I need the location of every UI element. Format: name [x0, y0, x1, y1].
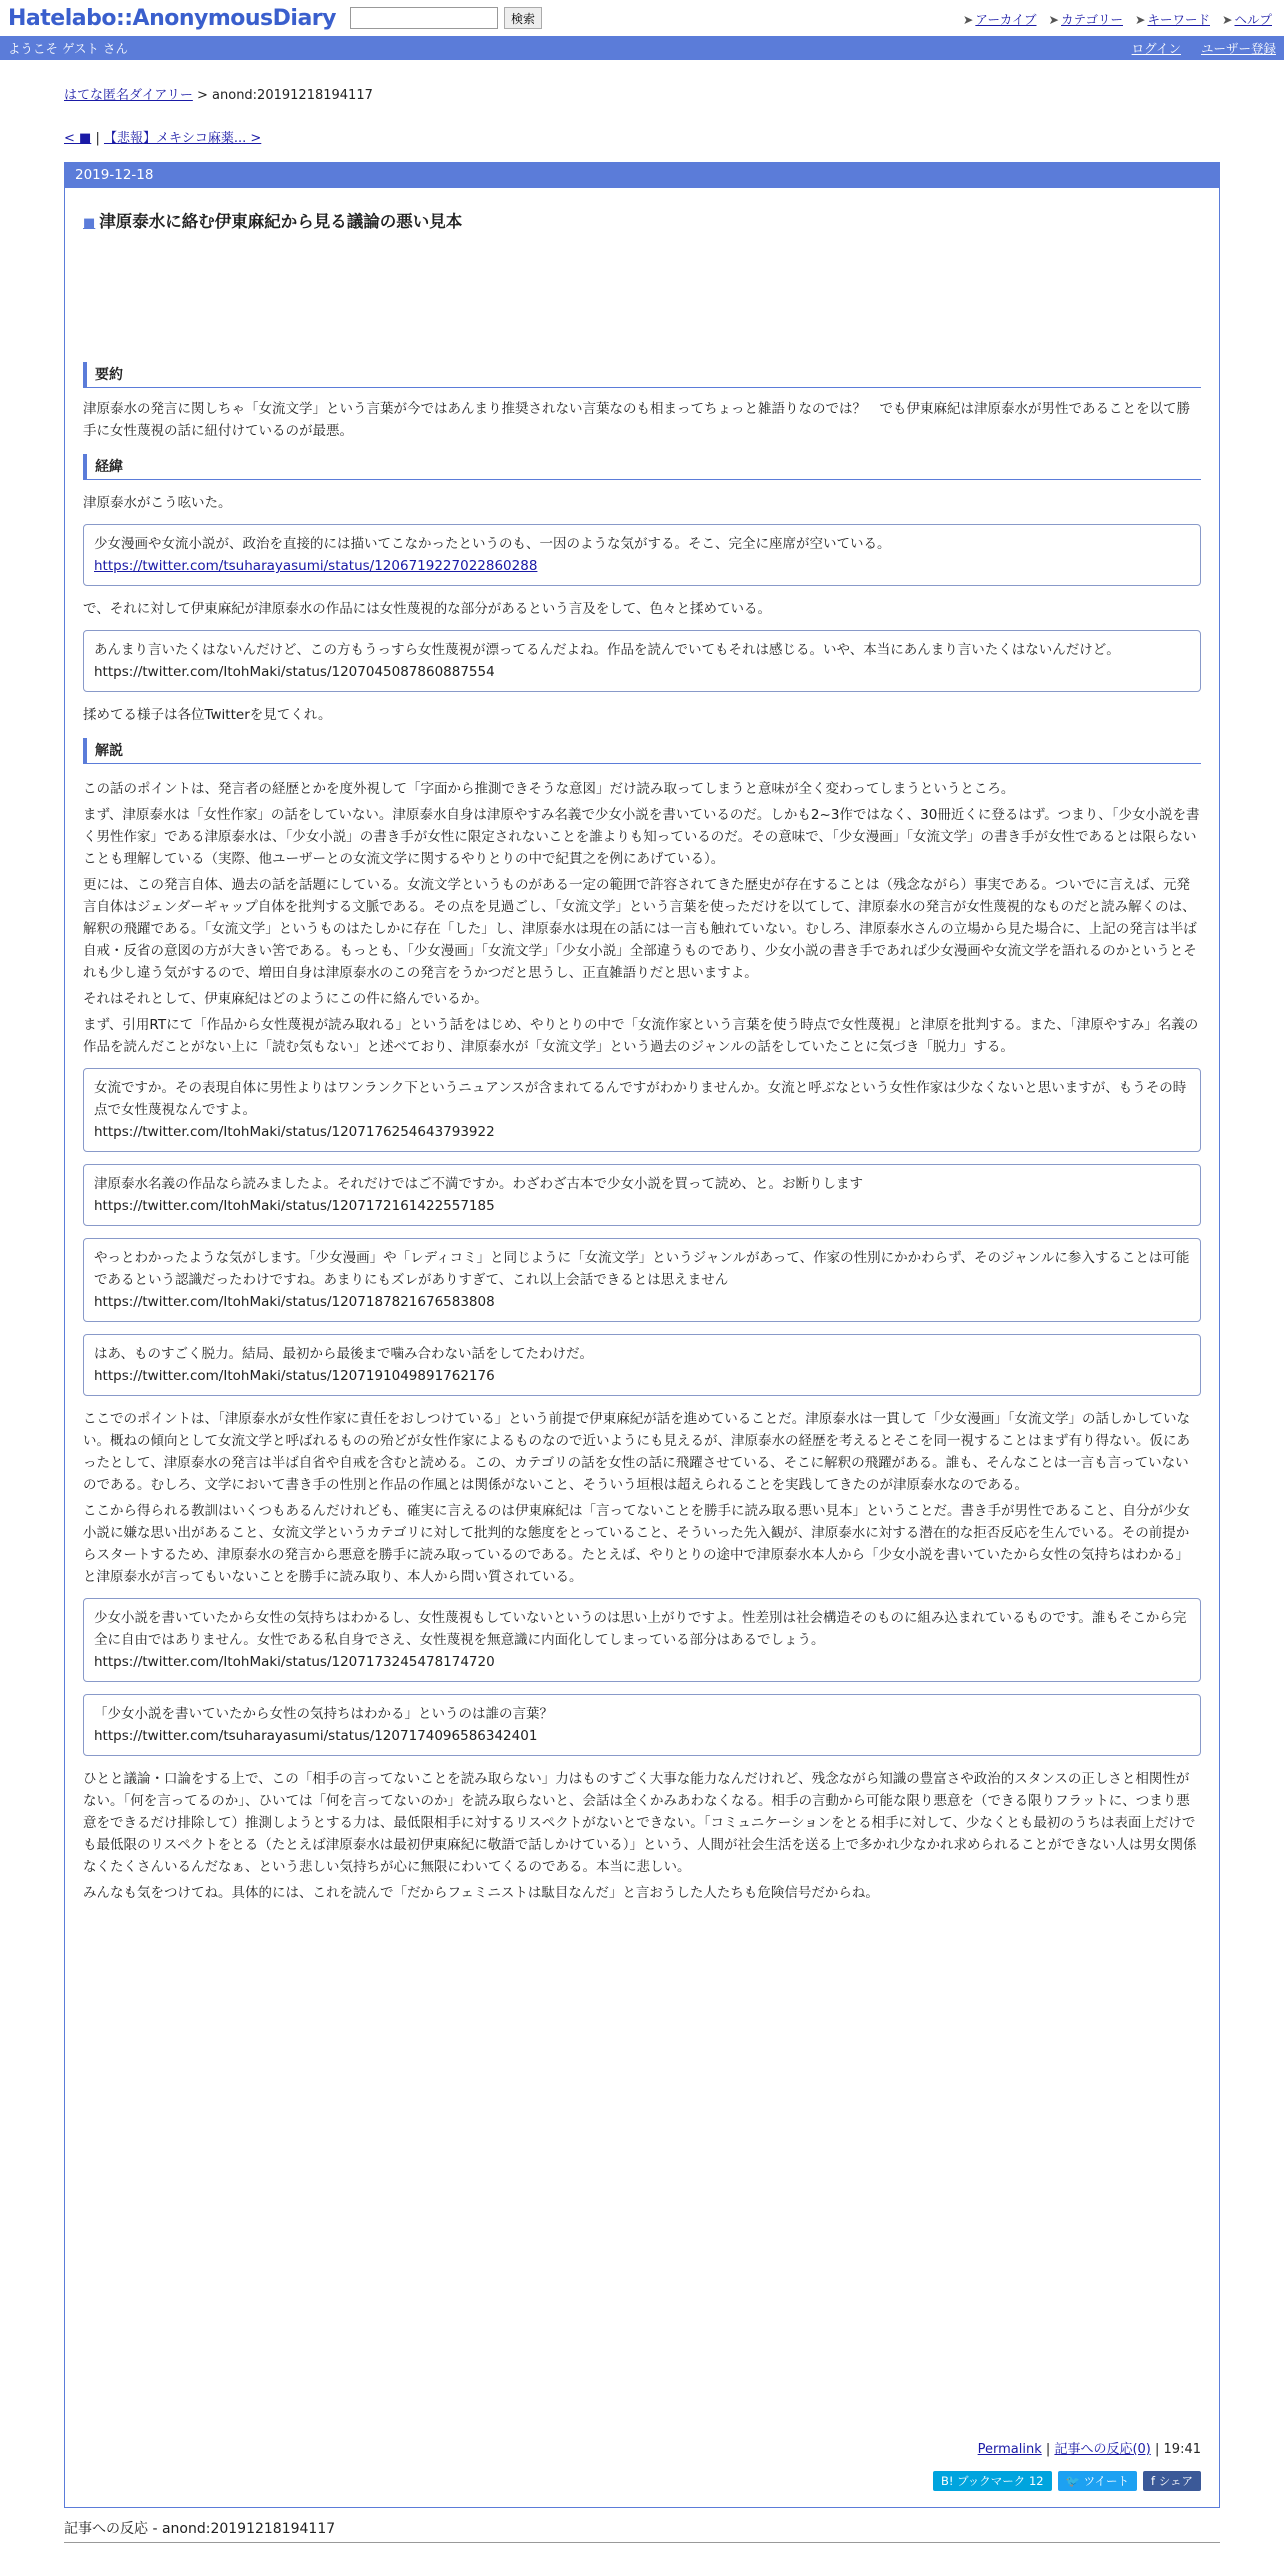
section-heading-background: 経緯: [83, 454, 1201, 480]
tweet-quote: [83, 1598, 1201, 1682]
tweet-quote: [83, 1238, 1201, 1322]
tweet-button-label: ツイート: [1083, 2474, 1129, 2488]
login-link[interactable]: ログイン: [1131, 41, 1181, 56]
section-heading-analysis: 解説: [83, 738, 1201, 764]
breadcrumb-current: anond:20191218194117: [212, 88, 373, 103]
tweet-quote: [83, 1694, 1201, 1756]
tweet-url-text: https://twitter.com/ItohMaki/status/1207191049891762176: [94, 1368, 495, 1384]
paragraph: それはそれとして、伊東麻紀はどのようにこの件に絡んでいるか。: [83, 991, 488, 1007]
share-buttons: [933, 2471, 1201, 2491]
entry-date: 2019-12-18: [65, 163, 1219, 188]
tweet-link[interactable]: https://twitter.com/tsuharayasumi/status/1206719227022860288: [94, 558, 538, 574]
arrow-icon: ➤: [1222, 12, 1233, 27]
footer-separator: |: [1045, 2442, 1051, 2457]
register-link[interactable]: ユーザー登録: [1200, 41, 1276, 56]
paragraph: まず、引用RTにて「作品から女性蔑視が読み取れる」という話をはじめ、やりとりの中で「女流作家という言葉を使う時点で女性蔑視」と津原を批判する。また、「津原やすみ」名義の作品を読んだことがない上に「読む気もない」と述べており、津原泰水が「女流文学」という過去のジャンルの話をしていたことに気づき「脱力」する。: [83, 1017, 1199, 1055]
nav-category[interactable]: カテゴリー: [1060, 12, 1123, 27]
search-input[interactable]: [350, 7, 498, 29]
twitter-bird-icon: 🐦: [1065, 2474, 1084, 2488]
paragraph: ここでのポイントは、「津原泰水が女性作家に責任をおしつけている」という前提で伊東麻紀が話を進めていることだ。津原泰水は一貫して「少女漫画」「女流文学」の話しかしていない。概ねの傾向として女流文学と呼ばれるものの殆どが女性作家によるものなので近いようにも見えるが、津原泰水の経歴を考えるとそこを同一視することはまず有り得ない。仮にあったとして、津原泰水の発言は半ば自省や自戒を含むと読める。この、カテゴリの話を女性の話に飛躍させている、そこに解釈の飛躍がある。誰も、そんなことは一言も言っていないのである。むしろ、文学において書き手の性別と作品の作風とは関係がないこと、そういう垣根は超えられることを実践してきたのが津原泰水なのである。: [83, 1411, 1190, 1493]
tweet-url-text: https://twitter.com/tsuharayasumi/status/1207174096586342401: [94, 1728, 538, 1744]
quote-text: 女流ですか。その表現自体に男性よりはワンランク下というニュアンスが含まれてるんですがわかりませんか。女流と呼ぶなという女性作家は少なくないと思いますが、もうその時点で女性蔑視なんですよ。: [94, 1080, 1187, 1118]
nav-archive[interactable]: アーカイブ: [975, 12, 1037, 27]
reactions-heading: 記事への反応 - anond:20191218194117: [64, 2518, 1220, 2543]
paragraph: まず、津原泰水は「女性作家」の話をしていない。津原泰水自身は津原やすみ名義で少女小説を書いているのだ。しかも2~3作ではなく、30冊近くに登るはず。つまり、「少女小説を書く男性作家」である津原泰水は、「少女小説」の書き手が女性に限定されないことを誰よりも知っているのだ。その意味で、「少女漫画」「女流文学」の書き手が女性であるとは限らないことも理解している（実際、他ユーザーとの女流文学に関するやりとりの中で紀貫之を例にあげている）。: [83, 807, 1200, 867]
tweet-quote: [83, 524, 1201, 586]
site-logo[interactable]: Hatelabo::AnonymousDiary: [8, 5, 336, 31]
permalink[interactable]: Permalink: [977, 2442, 1042, 2457]
entry-footer: [978, 2438, 1201, 2457]
paragraph: 津原泰水がこう呟いた。: [83, 495, 232, 511]
arrow-icon: ➤: [1048, 12, 1059, 27]
next-entry-link[interactable]: 【悲報】メキシコ麻薬... >: [103, 131, 262, 146]
tweet-url-text: https://twitter.com/ItohMaki/status/1207176254643793922: [94, 1124, 495, 1140]
welcome-text: ようこそ ゲスト さん: [8, 41, 128, 56]
tweet-url-text: https://twitter.com/ItohMaki/status/1207173245478174720: [94, 1654, 495, 1670]
tweet-quote: [83, 1334, 1201, 1396]
facebook-icon: f: [1151, 2474, 1159, 2488]
quote-text: やっとわかったような気がします。「少女漫画」や「レディコミ」と同じように「女流文学」というジャンルがあって、作家の性別にかかわらず、そのジャンルに参入することは可能であるという認識だったわけですね。あまりにもズレがありすぎて、これ以上会話できるとは思えません: [94, 1250, 1190, 1288]
quote-text: 津原泰水名義の作品なら読みましたよ。それだけではご不満ですか。わざわざ古本で少女小説を買って読め、と。お断りします: [94, 1176, 863, 1192]
breadcrumb-home[interactable]: はてな匿名ダイアリー: [64, 88, 193, 103]
paragraph: 更には、この発言自体、過去の話を話題にしている。女流文学というものがある一定の範囲で許容されてきた歴史が存在することは（残念ながら）事実である。ついでに言えば、元発言自体はジェンダーギャップ自体を批判する文脈である。その点を見過ごし、「女流文学」という言葉を使っただけを以てして、津原泰水の発言が女性蔑視的なものだと読み解くのは、解釈の飛躍である。「女流文学」というものはたしかに存在「した」し、津原泰水は現在の話には一言も触れていない。むしろ、津原泰水さんの立場から見た場合に、上記の発言は半ば自戒・反省の意図の方が大きい筈である。もっとも、「少女漫画」「女流文学」「少女小説」全部違うものであり、少女小説の書き手であれば少女漫画や女流文学を語れるのかというとそれも少し違う気がするので、増田自身は津原泰水のこの発言をうかつだと思うし、正直雑語りだと思いますよ。: [83, 877, 1197, 981]
facebook-share-label: シェア: [1158, 2474, 1193, 2488]
tweet-url-text: https://twitter.com/ItohMaki/status/1207172161422557185: [94, 1198, 495, 1214]
pager: [64, 127, 1284, 146]
prev-entry-link[interactable]: < ■: [64, 131, 92, 146]
paragraph: この話のポイントは、発言者の経歴とかを度外視して「字面から推測できそうな意図」だけ読み取ってしまうと意味が全く変わってしまうというところ。: [83, 781, 1015, 797]
tweet-quote: [83, 1164, 1201, 1226]
entry-time: 19:41: [1163, 2442, 1201, 2457]
paragraph: 揉めてる様子は各位Twitterを見てくれ。: [83, 707, 332, 723]
breadcrumb-separator: >: [196, 88, 208, 103]
section-heading-summary: 要約: [83, 362, 1201, 388]
paragraph: ここから得られる教訓はいくつもあるんだけれども、確実に言えるのは伊東麻紀は「言ってないことを勝手に読み取る悪い見本」ということだ。書き手が男性であること、自分が少女小説に嫌な思い出があること、女流文学というカテゴリに対して批判的な態度をとっていること、そういった先入観が、津原泰水に対する潜在的な拒否反応を生んでいる。その前提からスタートするため、津原泰水の発言から悪意を勝手に読み取っているのである。たとえば、やりとりの途中で津原泰水本人から「少女小説を書いていたから女性の気持ちはわかる」と津原泰水が言ってもいないことを勝手に読み取り、本人から問い質されている。: [83, 1503, 1190, 1585]
facebook-share-button[interactable]: [1143, 2471, 1201, 2491]
tweet-button[interactable]: [1058, 2471, 1137, 2491]
quote-text: あんまり言いたくはないんだけど、この方もうっすら女性蔑視が漂ってるんだよね。作品を読んでいてもそれは感じる。いや、本当にあんまり言いたくはないんだけど。: [94, 642, 1120, 658]
global-nav: [963, 10, 1272, 28]
quote-text: 少女漫画や女流小説が、政治を直接的には描いてこなかったというのも、一因のような気がする。そこ、完全に座席が空いている。: [94, 536, 891, 552]
tweet-url-text: https://twitter.com/ItohMaki/status/1207187821676583808: [94, 1294, 495, 1310]
quote-text: 「少女小説を書いていたから女性の気持ちはわかる」というのは誰の言葉？: [94, 1706, 553, 1722]
nav-help[interactable]: ヘルプ: [1234, 12, 1272, 27]
paragraph: みんなも気をつけてね。具体的には、これを読んで「だからフェミニストは駄目なんだ」と言おうした人たちも危険信号だからね。: [83, 1885, 879, 1901]
entry-title-text: 津原泰水に絡む伊東麻紀から見る議論の悪い見本: [99, 212, 463, 231]
nav-keyword[interactable]: キーワード: [1147, 12, 1210, 27]
entry-content: [65, 208, 1219, 1904]
paragraph: ひとと議論・口論をする上で、この「相手の言ってないことを読み取らない」力はものすごく大事な能力なんだけれど、残念ながら知識の豊富さや政治的スタンスの正しさと相関性がない。「何を言ってるのか」、ひいては「何を言ってないのか」を読み取らないと、会話は全くかみあわなくなる。相手の言動から可能な限り悪意を（できる限りフラットに、つまり悪意をできるだけ排除して）推測しようとする力は、最低限相手に対するリスペクトがないとできない。「コミュニケーションをとる相手に対して、少なくとも最初のうちは表面上だけでも最低限のリスペクトをとる（たとえば津原泰水は最初伊東麻紀に敬語で話しかけている）」という、人間が社会生活を送る上で多かれ少なかれ求められることができない人は男女関係なくたくさんいるんだなぁ、という悲しい気持ちが心に無限にわいてくるのである。本当に悲しい。: [83, 1771, 1197, 1875]
entry-title: [83, 208, 1201, 232]
site-header: [0, 0, 1284, 36]
arrow-icon: ➤: [962, 12, 974, 27]
quote-text: 少女小説を書いていたから女性の気持ちはわかるし、女性蔑視もしていないというのは思い上がりですよ。性差別は社会構造そのものに組み込まれているものです。誰もそこから完全に自由ではありません。女性である私自身でさえ、女性蔑視を無意識に内面化してしまっている部分はあるでしょう。: [94, 1610, 1187, 1648]
paragraph: で、それに対して伊東麻紀が津原泰水の作品には女性蔑視的な部分があるという言及をして、色々と揉めている。: [83, 601, 771, 617]
search-button[interactable]: 検索: [504, 7, 542, 29]
entry-bullet-link[interactable]: ■: [83, 216, 96, 231]
user-bar: [0, 36, 1284, 60]
entry-box: [64, 162, 1220, 2508]
breadcrumb: [64, 84, 1284, 103]
tweet-quote: [83, 1068, 1201, 1152]
reactions-link[interactable]: 記事への反応(0): [1054, 2442, 1151, 2457]
hatena-bookmark-button[interactable]: B! ブックマーク 12: [933, 2471, 1052, 2491]
quote-text: はあ、ものすごく脱力。結局、最初から最後まで噛み合わない話をしてたわけだ。: [94, 1346, 593, 1362]
paragraph: 津原泰水の発言に関しちゃ「女流文学」という言葉が今ではあんまり推奨されない言葉なのも相まってちょっと雑語りなのでは？ でも伊東麻紀は津原泰水が男性であることを以て勝手に女性蔑視の話に紐付けているのが最悪。: [83, 401, 1190, 439]
arrow-icon: ➤: [1135, 12, 1146, 27]
pager-separator: |: [95, 131, 100, 146]
tweet-url-text: https://twitter.com/ItohMaki/status/1207045087860887554: [94, 664, 495, 680]
footer-separator: |: [1155, 2442, 1160, 2457]
tweet-quote: [83, 630, 1201, 692]
